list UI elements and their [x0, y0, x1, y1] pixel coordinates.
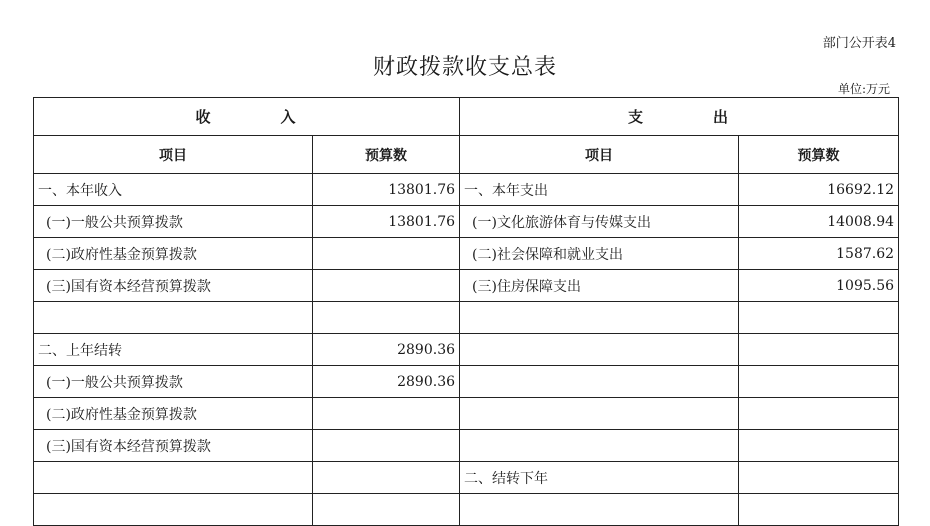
table-row: [34, 334, 899, 366]
income-item-cell: [34, 494, 313, 526]
expense-item-cell: [460, 302, 739, 334]
table-row: [34, 174, 899, 206]
expense-budget-header: 预算数: [739, 136, 899, 174]
table-row: [34, 430, 899, 462]
table-row: [34, 206, 899, 238]
form-number: 部门公开表4: [822, 36, 896, 51]
income-item-cell: 二、上年结转: [34, 334, 313, 366]
income-item-cell: (二)政府性基金预算拨款: [34, 398, 313, 430]
expense-value-cell: 1587.62: [739, 238, 899, 270]
expense-item-cell: 二、结转下年: [460, 462, 739, 494]
income-value-cell: [313, 398, 460, 430]
income-value-cell: 2890.36: [313, 366, 460, 398]
income-value-cell: [313, 302, 460, 334]
expense-item-cell: 一、本年支出: [460, 174, 739, 206]
column-header-row: [34, 136, 899, 174]
income-value-cell: [313, 494, 460, 526]
expense-value-cell: [739, 462, 899, 494]
expense-value-cell: [739, 334, 899, 366]
expense-value-cell: 14008.94: [739, 206, 899, 238]
expense-header: 支 出: [460, 98, 899, 136]
income-header: 收 入: [34, 98, 460, 136]
table-row: [34, 238, 899, 270]
expense-value-cell: [739, 366, 899, 398]
table-row: [34, 398, 899, 430]
document-title: 财政拨款收支总表: [372, 55, 557, 80]
income-value-cell: [313, 462, 460, 494]
expense-value-cell: [739, 494, 899, 526]
income-item-header: 项目: [34, 136, 313, 174]
income-value-cell: [313, 270, 460, 302]
table-row: [34, 494, 899, 526]
budget-summary-table: [33, 97, 899, 526]
expense-value-cell: [739, 398, 899, 430]
income-value-cell: 2890.36: [313, 334, 460, 366]
income-budget-header: 预算数: [313, 136, 460, 174]
income-value-cell: [313, 430, 460, 462]
income-item-cell: (二)政府性基金预算拨款: [34, 238, 313, 270]
expense-item-cell: [460, 430, 739, 462]
unit-label: 单位:万元: [837, 82, 890, 96]
expense-value-cell: 1095.56: [739, 270, 899, 302]
table-row: [34, 366, 899, 398]
income-item-cell: 一、本年收入: [34, 174, 313, 206]
expense-value-cell: [739, 302, 899, 334]
expense-item-header: 项目: [460, 136, 739, 174]
expense-value-cell: 16692.12: [739, 174, 899, 206]
table-row: [34, 462, 899, 494]
expense-item-cell: [460, 334, 739, 366]
income-value-cell: 13801.76: [313, 174, 460, 206]
expense-item-cell: (三)住房保障支出: [460, 270, 739, 302]
table-row: [34, 270, 899, 302]
expense-value-cell: [739, 430, 899, 462]
section-header-row: [34, 98, 899, 136]
income-item-cell: [34, 462, 313, 494]
income-value-cell: 13801.76: [313, 206, 460, 238]
expense-item-cell: [460, 494, 739, 526]
income-item-cell: (三)国有资本经营预算拨款: [34, 270, 313, 302]
expense-item-cell: (一)文化旅游体育与传媒支出: [460, 206, 739, 238]
table-row: [34, 302, 899, 334]
income-item-cell: (三)国有资本经营预算拨款: [34, 430, 313, 462]
income-item-cell: [34, 302, 313, 334]
income-value-cell: [313, 238, 460, 270]
expense-item-cell: [460, 398, 739, 430]
income-item-cell: (一)一般公共预算拨款: [34, 366, 313, 398]
expense-item-cell: (二)社会保障和就业支出: [460, 238, 739, 270]
income-item-cell: (一)一般公共预算拨款: [34, 206, 313, 238]
expense-item-cell: [460, 366, 739, 398]
